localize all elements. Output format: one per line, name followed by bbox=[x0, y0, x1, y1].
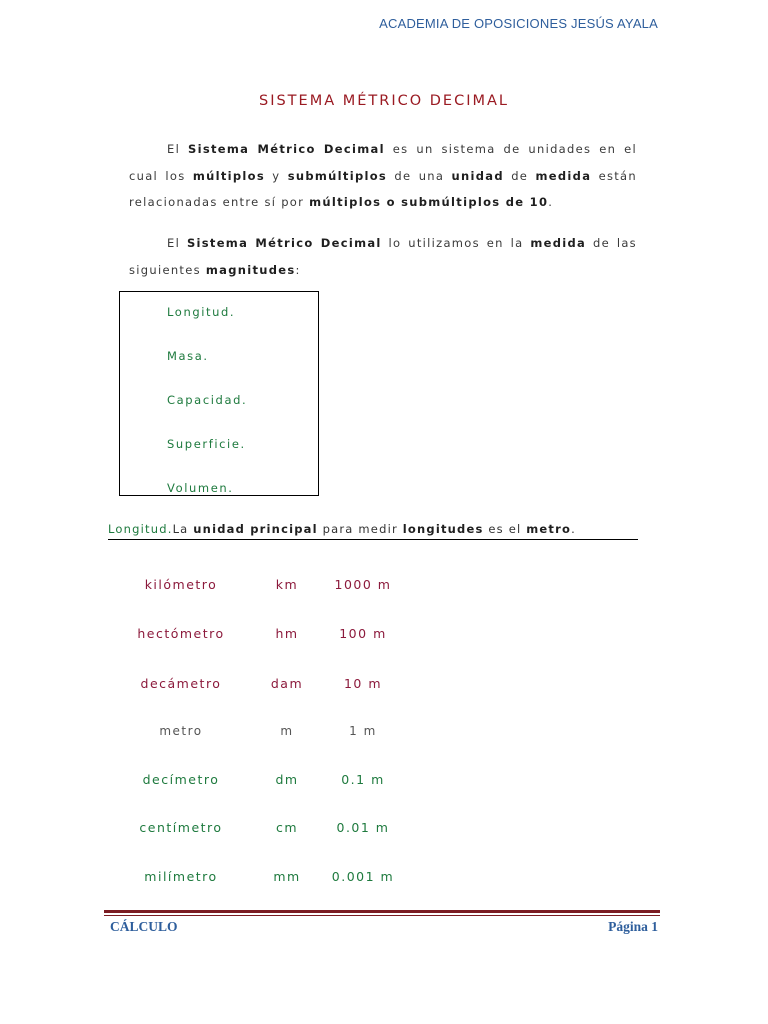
text-run: : bbox=[295, 262, 301, 277]
longitud-section-heading bbox=[108, 522, 638, 540]
section-label: Longitud. bbox=[108, 522, 173, 536]
text-run: para medir bbox=[317, 522, 403, 536]
bold-run: medida bbox=[530, 236, 587, 250]
magnitude-item-longitud: Longitud. bbox=[167, 305, 236, 319]
bold-run: múltiplos bbox=[192, 168, 265, 183]
running-header: ACADEMIA DE OPOSICIONES JESÚS AYALA bbox=[379, 16, 658, 31]
bold-run: longitudes bbox=[402, 522, 484, 536]
bold-run: metro bbox=[526, 522, 572, 536]
text-run: El bbox=[167, 142, 188, 156]
intro-paragraph bbox=[129, 136, 637, 216]
magnitude-item-masa: Masa. bbox=[167, 349, 209, 363]
bold-run: medida bbox=[535, 168, 592, 183]
unit-symbol: km bbox=[275, 577, 299, 592]
unit-value: 1000 m bbox=[334, 577, 392, 592]
bold-run: magnitudes bbox=[205, 262, 296, 277]
unit-name: hectómetro bbox=[137, 626, 225, 641]
magnitude-item-capacidad: Capacidad. bbox=[167, 393, 248, 407]
unit-value: 10 m bbox=[343, 676, 383, 691]
magnitudes-box bbox=[119, 291, 319, 496]
unit-symbol: dm bbox=[275, 772, 299, 787]
text-run: es el bbox=[483, 522, 527, 536]
text-run: y bbox=[264, 168, 288, 183]
unit-value: 1 m bbox=[349, 724, 377, 738]
unit-value: 100 m bbox=[339, 626, 387, 641]
bold-run: unidad principal bbox=[193, 522, 318, 536]
text-run: El bbox=[167, 236, 187, 250]
unit-row-dm bbox=[0, 772, 768, 792]
footer-rule-thin bbox=[104, 915, 660, 916]
bold-run: Sistema Métrico Decimal bbox=[186, 236, 382, 250]
unit-value: 0.01 m bbox=[336, 820, 390, 835]
unit-name: centímetro bbox=[139, 820, 223, 835]
bold-run: Sistema Métrico Decimal bbox=[188, 142, 385, 156]
unit-symbol: m bbox=[280, 724, 294, 738]
page-number: Página 1 bbox=[608, 919, 658, 934]
footer-section-title: CÁLCULO bbox=[110, 919, 178, 934]
text-run: La bbox=[172, 522, 194, 536]
unit-row-km bbox=[0, 577, 768, 597]
usage-paragraph bbox=[129, 230, 637, 283]
unit-name: kilómetro bbox=[144, 577, 218, 592]
magnitude-item-superficie: Superficie. bbox=[167, 437, 246, 451]
bold-run: unidad bbox=[451, 168, 504, 183]
text-run: . bbox=[548, 195, 554, 209]
unit-value: 0.001 m bbox=[331, 869, 395, 884]
unit-name: decímetro bbox=[142, 772, 220, 787]
text-run: están relacionadas entre sí por bbox=[129, 168, 637, 209]
unit-name: metro bbox=[159, 724, 203, 738]
unit-row-mm bbox=[0, 869, 768, 889]
unit-symbol: dam bbox=[270, 676, 304, 691]
text-run: . bbox=[571, 522, 576, 536]
page-title: SISTEMA MÉTRICO DECIMAL bbox=[258, 93, 509, 109]
text-run: de una bbox=[387, 168, 452, 183]
unit-symbol: mm bbox=[273, 869, 301, 884]
unit-row-m bbox=[0, 724, 768, 744]
unit-symbol: cm bbox=[275, 820, 299, 835]
text-run: lo utilizamos en la bbox=[381, 236, 531, 250]
unit-value: 0.1 m bbox=[341, 772, 385, 787]
footer-rule-thick bbox=[104, 910, 660, 913]
unit-row-hm bbox=[0, 626, 768, 646]
text-run: de las siguientes bbox=[129, 236, 637, 277]
magnitude-item-volumen: Volumen. bbox=[167, 481, 234, 495]
text-run: es un sistema de unidades en el cual los bbox=[129, 142, 637, 183]
unit-name: milímetro bbox=[144, 869, 218, 884]
text-run: de bbox=[503, 168, 536, 183]
unit-name: decámetro bbox=[140, 676, 222, 691]
bold-run: múltiplos o submúltiplos de 10 bbox=[309, 195, 549, 209]
bold-run: submúltiplos bbox=[287, 168, 388, 183]
unit-row-cm bbox=[0, 820, 768, 840]
unit-symbol: hm bbox=[275, 626, 299, 641]
unit-row-dam bbox=[0, 676, 768, 696]
